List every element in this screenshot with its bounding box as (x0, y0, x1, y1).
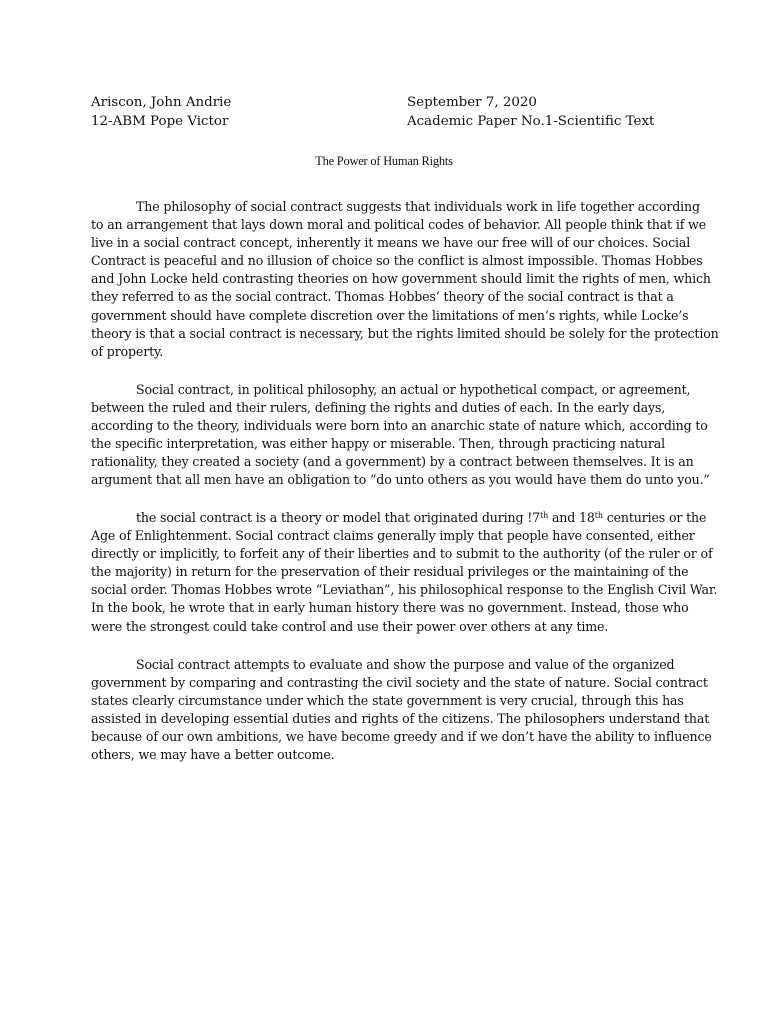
paragraph-line: social order. Thomas Hobbes wrote “Leviathan”, his philosophical response to the English Civil War. (91, 582, 718, 598)
paragraph-line: Age of Enlightenment. Social contract claims generally imply that people have consented, either (91, 528, 695, 544)
paragraph-line: were the strongest could take control and use their power over others at any time. (91, 618, 609, 634)
paragraph-1 (91, 198, 719, 361)
ordinal-suffix: th (594, 511, 603, 520)
paragraph-line: states clearly circumstance under which the state government is very crucial, through this has (91, 693, 684, 709)
paragraph-3 (91, 509, 718, 636)
paragraph-line: of property. (91, 343, 164, 359)
paragraph-line: according to the theory, individuals were born into an anarchic state of nature which, according to (91, 418, 708, 434)
ordinal-suffix: th (540, 511, 549, 520)
line-text: the social contract is a theory or model that originated during !7 (136, 510, 541, 525)
paragraph-line: rationality, they created a society (and a government) by a contract between themselves. It is an (91, 454, 694, 470)
line-text: The philosophy of social contract suggests that individuals work in life together according (136, 199, 700, 214)
paragraph-line (91, 509, 707, 527)
paragraph-line: the majority) in return for the preservation of their residual privileges or the maintaining of the (91, 564, 689, 580)
line-text: and 18 (548, 510, 595, 525)
paragraph-line: assisted in developing essential duties and rights of the citizens. The philosophers understand that (91, 711, 710, 727)
paragraph-line: and John Locke held contrasting theories on how government should limit the rights of men, which (91, 271, 711, 287)
line-text: Social contract, in political philosophy, an actual or hypothetical compact, or agreement, (136, 382, 691, 397)
paragraph-line: Contract is peaceful and no illusion of choice so the conflict is almost impossible. Thomas Hobbes (91, 253, 703, 269)
paragraph-line: government by comparing and contrasting the civil society and the state of nature. Social contract (91, 675, 708, 691)
paragraph-line: the specific interpretation, was either happy or miserable. Then, through practicing natural (91, 436, 665, 452)
paragraph-line: they referred to as the social contract. Thomas Hobbes’ theory of the social contract is that a (91, 289, 674, 305)
paragraph-line: theory is that a social contract is necessary, but the rights limited should be solely for the protection (91, 325, 719, 341)
paragraph-line: between the ruled and their rulers, defining the rights and duties of each. In the early days, (91, 400, 666, 416)
paragraph-line: others, we may have a better outcome. (91, 747, 335, 763)
student-section: 12-ABM Pope Victor (91, 114, 229, 129)
paragraph-line: government should have complete discretion over the limitations of men’s rights, while Locke’s (91, 307, 689, 323)
document-title: The Power of Human Rights (315, 154, 453, 168)
paragraph-line: live in a social contract concept, inherently it means we have our free will of our choices. Social (91, 235, 691, 251)
paragraph-line (91, 198, 700, 216)
paper-date: September 7, 2020 (407, 95, 537, 110)
paper-label: Academic Paper No.1-Scientific Text (407, 114, 655, 129)
paragraph-2 (91, 381, 710, 490)
paragraph-line (91, 381, 691, 399)
paragraph-line: because of our own ambitions, we have become greedy and if we don’t have the ability to influence (91, 729, 712, 745)
paragraph-line: to an arrangement that lays down moral and political codes of behavior. All people think that if we (91, 217, 706, 233)
paragraph-line (91, 656, 681, 674)
author-name: Ariscon, John Andrie (91, 95, 232, 110)
paragraph-line: In the book, he wrote that in early human history there was no government. Instead, those who (91, 600, 689, 616)
line-text: Social contract attempts to evaluate and show the purpose and value of the organized (136, 657, 675, 672)
paragraph-4 (91, 656, 712, 765)
paragraph-line: argument that all men have an obligation to “do unto others as you would have them do unto you.” (91, 472, 710, 488)
line-text: centuries or the (602, 510, 707, 525)
paragraph-line: directly or implicitly, to forfeit any of their liberties and to submit to the authority (of the ruler or of (91, 546, 713, 562)
